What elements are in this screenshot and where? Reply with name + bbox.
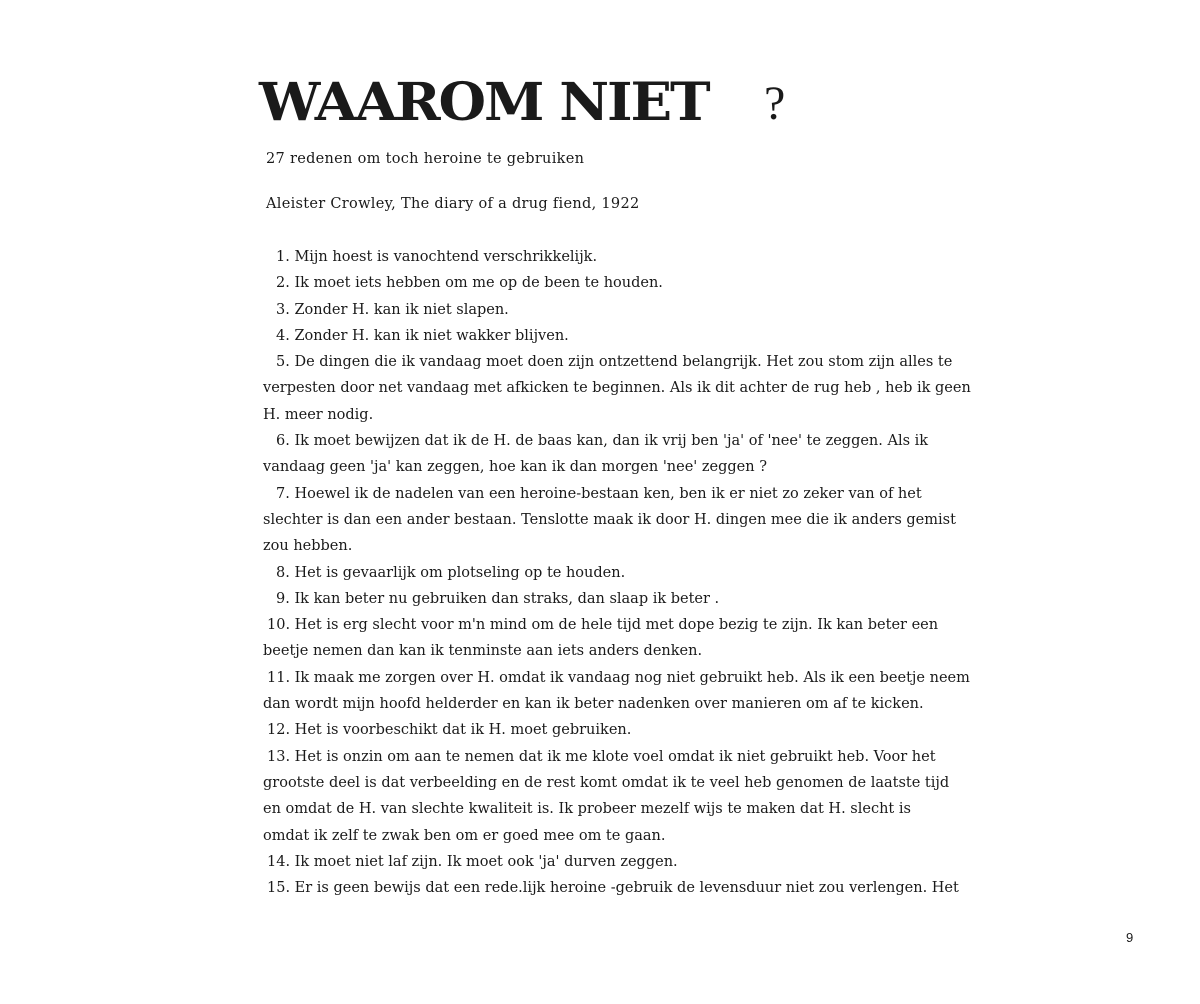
list-item-13-cont-2: en omdat de H. van slechte kwaliteit is. Ik probeer mezelf wijs te maken dat H. slecht is (263, 801, 911, 818)
list-item-11: 11. Ik maak me zorgen over H. omdat ik vandaag nog niet gebruikt heb. Als ik een beetje neem (267, 669, 970, 686)
reasons-list (263, 244, 1063, 901)
list-item-4: 4. Zonder H. kan ik niet wakker blijven. (276, 327, 569, 344)
page-title: WAAROM NIET (259, 72, 709, 133)
list-item-13: 13. Het is onzin om aan te nemen dat ik me klote voel omdat ik niet gebruikt heb. Voor het (267, 748, 936, 765)
list-item-10: 10. Het is erg slecht voor m'n mind om de hele tijd met dope bezig te zijn. Ik kan beter een (267, 617, 939, 634)
list-item-7-cont-1: slechter is dan een ander bestaan. Tenslotte maak ik door H. dingen mee die ik anders gemist (263, 511, 956, 528)
list-item-14: 14. Ik moet niet laf zijn. Ik moet ook 'ja' durven zeggen. (267, 853, 678, 870)
list-item-5: 5. De dingen die ik vandaag moet doen zijn ontzettend belangrijk. Het zou stom zijn alles te (276, 354, 953, 371)
list-item-1: 1. Mijn hoest is vanochtend verschrikkelijk. (276, 249, 598, 265)
list-item-6: 6. Ik moet bewijzen dat ik de H. de baas kan, dan ik vrij ben 'ja' of 'nee' te zeggen. Als ik (276, 433, 929, 450)
subtitle: 27 redenen om toch heroine te gebruiken (266, 151, 585, 167)
list-item-9: 9. Ik kan beter nu gebruiken dan straks, dan slaap ik beter . (276, 590, 720, 607)
list-item-5-cont-1: verpesten door net vandaag met afkicken te beginnen. Als ik dit achter de rug heb , heb ik geen (263, 380, 971, 397)
attribution: Aleister Crowley, The diary of a drug fiend, 1922 (266, 196, 640, 212)
page-number: 9 (1126, 930, 1134, 945)
list-item-13-cont-3: omdat ik zelf te zwak ben om er goed mee om te gaan. (263, 827, 666, 844)
list-item-12: 12. Het is voorbeschikt dat ik H. moet gebruiken. (267, 722, 632, 739)
list-item-7: 7. Hoewel ik de nadelen van een heroine-bestaan ken, ben ik er niet zo zeker van of het (276, 485, 922, 502)
list-item-15: 15. Er is geen bewijs dat een rede.lijk heroine -gebruik de levensduur niet zou verlengen. Het (267, 880, 959, 897)
list-item-7-cont-2: zou hebben. (263, 538, 353, 555)
list-item-6-cont-1: vandaag geen 'ja' kan zeggen, hoe kan ik dan morgen 'nee' zeggen ? (263, 459, 767, 476)
title-question-mark: ? (764, 77, 786, 130)
list-item-5-cont-2: H. meer nodig. (263, 406, 374, 423)
page-title-row (259, 72, 709, 136)
list-item-13-cont-1: grootste deel is dat verbeelding en de rest komt omdat ik te veel heb genomen de laatste tijd (263, 774, 950, 791)
list-item-8: 8. Het is gevaarlijk om plotseling op te houden. (276, 564, 626, 581)
list-item-11-cont-1: dan wordt mijn hoofd helderder en kan ik beter nadenken over manieren om af te kicken. (263, 696, 924, 713)
list-item-3: 3. Zonder H. kan ik niet slapen. (276, 301, 509, 318)
list-item-10-cont-1: beetje nemen dan kan ik tenminste aan iets anders denken. (263, 643, 703, 660)
list-item-2: 2. Ik moet iets hebben om me op de been te houden. (276, 275, 663, 292)
